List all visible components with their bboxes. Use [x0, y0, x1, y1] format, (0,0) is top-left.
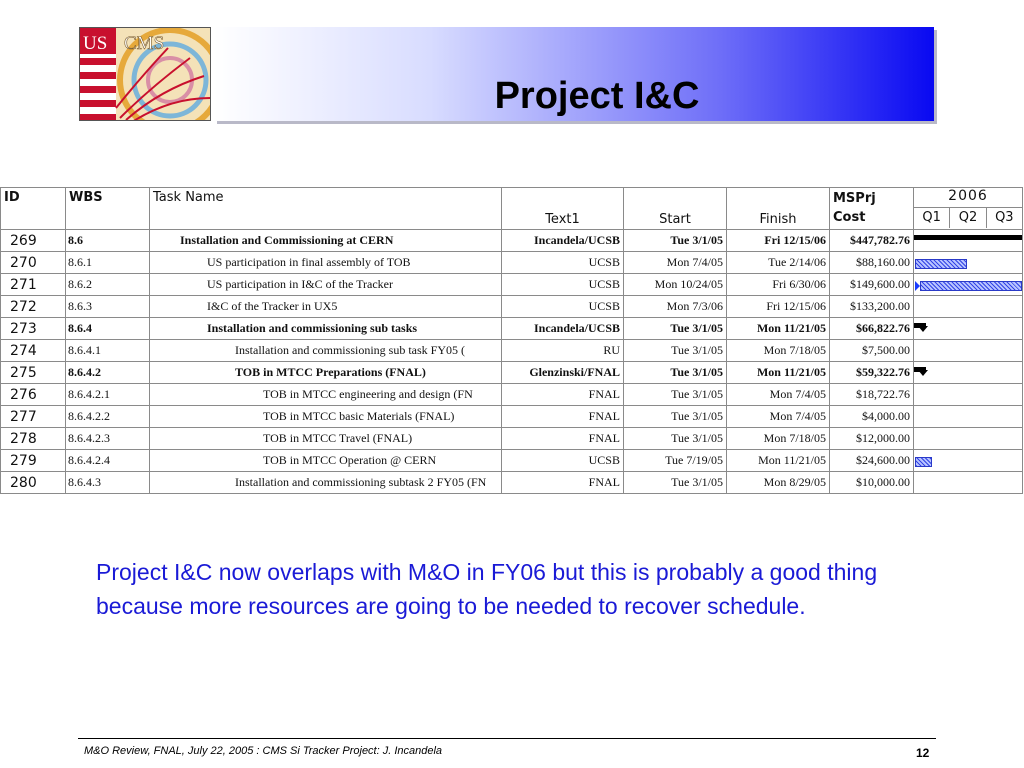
task-text1: FNAL [502, 428, 624, 450]
table-header-row [1, 188, 1023, 230]
note-text: Project I&C now overlaps with M&O in FY06 but this is probably a good thing because more resources are going to be needed to recover schedule. [96, 559, 878, 619]
task-name: TOB in MTCC Travel (FNAL) [150, 428, 502, 450]
task-name: US participation in final assembly of TOB [150, 252, 502, 274]
task-start: Tue 3/1/05 [624, 318, 727, 340]
task-start: Mon 10/24/05 [624, 274, 727, 296]
task-text1: FNAL [502, 472, 624, 494]
header-finish: Finish [727, 188, 830, 230]
table-row [1, 406, 1023, 428]
task-cost: $10,000.00 [830, 472, 914, 494]
header-cost-line2: Cost [833, 210, 866, 225]
task-start: Tue 3/1/05 [624, 406, 727, 428]
header-start: Start [624, 188, 727, 230]
task-id: 273 [1, 318, 66, 340]
task-start: Mon 7/4/05 [624, 252, 727, 274]
task-id: 275 [1, 362, 66, 384]
task-cost: $59,322.76 [830, 362, 914, 384]
table-row [1, 340, 1023, 362]
task-start: Tue 3/1/05 [624, 362, 727, 384]
footer-divider [78, 738, 936, 739]
table-row [1, 428, 1023, 450]
table-body [1, 230, 1023, 494]
task-cost: $24,600.00 [830, 450, 914, 472]
gantt-summary-end-icon [918, 326, 928, 332]
task-finish: Fri 12/15/06 [727, 296, 830, 318]
title-banner [214, 27, 934, 121]
logo-us-text: US [83, 33, 108, 54]
header-cost [830, 188, 914, 230]
table-row [1, 384, 1023, 406]
task-name: US participation in I&C of the Tracker [150, 274, 502, 296]
task-name: Installation and commissioning sub task FY05 ( [150, 340, 502, 362]
task-text1: UCSB [502, 252, 624, 274]
task-text1: UCSB [502, 450, 624, 472]
table-row [1, 252, 1023, 274]
task-text1: FNAL [502, 406, 624, 428]
footer-text: M&O Review, FNAL, July 22, 2005 : CMS Si Tracker Project: J. Incandela [84, 745, 443, 757]
task-finish: Mon 8/29/05 [727, 472, 830, 494]
gantt-summary-end-icon [918, 370, 928, 376]
task-wbs: 8.6.2 [66, 274, 150, 296]
header-wbs: WBS [66, 188, 150, 230]
task-finish: Tue 2/14/06 [727, 252, 830, 274]
task-start: Tue 3/1/05 [624, 340, 727, 362]
task-wbs: 8.6 [66, 230, 150, 252]
task-start: Mon 7/3/06 [624, 296, 727, 318]
gantt-bar [915, 259, 967, 269]
task-start: Tue 3/1/05 [624, 230, 727, 252]
task-timeline [914, 406, 1023, 428]
task-text1: UCSB [502, 296, 624, 318]
task-name: I&C of the Tracker in UX5 [150, 296, 502, 318]
task-start: Tue 7/19/05 [624, 450, 727, 472]
task-timeline [914, 362, 1023, 384]
task-name: TOB in MTCC engineering and design (FN [150, 384, 502, 406]
task-finish: Mon 11/21/05 [727, 362, 830, 384]
us-cms-logo-graphic [80, 28, 211, 121]
task-start: Tue 3/1/05 [624, 428, 727, 450]
task-cost: $18,722.76 [830, 384, 914, 406]
task-cost: $149,600.00 [830, 274, 914, 296]
task-cost: $12,000.00 [830, 428, 914, 450]
task-start: Tue 3/1/05 [624, 472, 727, 494]
task-wbs: 8.6.4.2.3 [66, 428, 150, 450]
timeline-quarters [914, 208, 1022, 228]
task-start: Tue 3/1/05 [624, 384, 727, 406]
task-timeline [914, 450, 1023, 472]
task-name: Installation and commissioning sub tasks [150, 318, 502, 340]
page-title: Project I&C [494, 75, 700, 117]
table-row [1, 362, 1023, 384]
task-cost: $133,200.00 [830, 296, 914, 318]
task-name: TOB in MTCC Preparations (FNAL) [150, 362, 502, 384]
table-row [1, 296, 1023, 318]
timeline-quarter: Q2 [949, 208, 985, 228]
task-finish: Mon 11/21/05 [727, 450, 830, 472]
task-timeline [914, 340, 1023, 362]
task-text1: RU [502, 340, 624, 362]
task-wbs: 8.6.1 [66, 252, 150, 274]
task-id: 272 [1, 296, 66, 318]
task-wbs: 8.6.4.2 [66, 362, 150, 384]
gantt-table [0, 187, 1023, 494]
task-wbs: 8.6.3 [66, 296, 150, 318]
table-row [1, 318, 1023, 340]
table-row [1, 274, 1023, 296]
task-text1: Incandela/UCSB [502, 230, 624, 252]
header-timeline [914, 188, 1023, 230]
task-cost: $66,822.76 [830, 318, 914, 340]
task-id: 269 [1, 230, 66, 252]
task-timeline [914, 384, 1023, 406]
task-text1: FNAL [502, 384, 624, 406]
task-timeline [914, 274, 1023, 296]
task-id: 271 [1, 274, 66, 296]
task-cost: $4,000.00 [830, 406, 914, 428]
task-timeline [914, 296, 1023, 318]
logo-cms-text: CMS [124, 33, 165, 54]
task-id: 278 [1, 428, 66, 450]
task-finish: Mon 7/4/05 [727, 384, 830, 406]
header-cost-line1: MSPrj [833, 191, 876, 206]
task-text1: Glenzinski/FNAL [502, 362, 624, 384]
task-wbs: 8.6.4.2.2 [66, 406, 150, 428]
table-row [1, 450, 1023, 472]
task-wbs: 8.6.4.2.4 [66, 450, 150, 472]
task-id: 280 [1, 472, 66, 494]
task-finish: Mon 7/4/05 [727, 406, 830, 428]
task-id: 279 [1, 450, 66, 472]
table-row [1, 472, 1023, 494]
task-name: Installation and commissioning subtask 2 FY05 (FN [150, 472, 502, 494]
task-id: 276 [1, 384, 66, 406]
task-timeline [914, 472, 1023, 494]
task-text1: Incandela/UCSB [502, 318, 624, 340]
task-id: 270 [1, 252, 66, 274]
table-row [1, 230, 1023, 252]
page-number: 12 [916, 746, 930, 760]
task-finish: Fri 12/15/06 [727, 230, 830, 252]
task-wbs: 8.6.4.3 [66, 472, 150, 494]
gantt-bar [915, 457, 932, 467]
task-cost: $7,500.00 [830, 340, 914, 362]
task-timeline [914, 252, 1023, 274]
task-id: 274 [1, 340, 66, 362]
task-finish: Mon 7/18/05 [727, 340, 830, 362]
task-timeline [914, 318, 1023, 340]
task-finish: Fri 6/30/06 [727, 274, 830, 296]
task-finish: Mon 11/21/05 [727, 318, 830, 340]
task-wbs: 8.6.4 [66, 318, 150, 340]
task-text1: UCSB [502, 274, 624, 296]
task-wbs: 8.6.4.2.1 [66, 384, 150, 406]
task-cost: $88,160.00 [830, 252, 914, 274]
task-id: 277 [1, 406, 66, 428]
header-text1: Text1 [502, 188, 624, 230]
task-timeline [914, 230, 1023, 252]
task-cost: $447,782.76 [830, 230, 914, 252]
task-timeline [914, 428, 1023, 450]
task-name: TOB in MTCC basic Materials (FNAL) [150, 406, 502, 428]
gantt-bar [920, 281, 1022, 291]
header-task-name: Task Name [150, 188, 502, 230]
timeline-quarter: Q3 [986, 208, 1022, 228]
task-finish: Mon 7/18/05 [727, 428, 830, 450]
timeline-year: 2006 [914, 188, 1022, 208]
task-wbs: 8.6.4.1 [66, 340, 150, 362]
header-id: ID [1, 188, 66, 230]
task-name: TOB in MTCC Operation @ CERN [150, 450, 502, 472]
gantt-summary-bar [914, 235, 1022, 240]
us-cms-logo [79, 27, 211, 121]
task-name: Installation and Commissioning at CERN [150, 230, 502, 252]
timeline-quarter: Q1 [922, 210, 941, 225]
